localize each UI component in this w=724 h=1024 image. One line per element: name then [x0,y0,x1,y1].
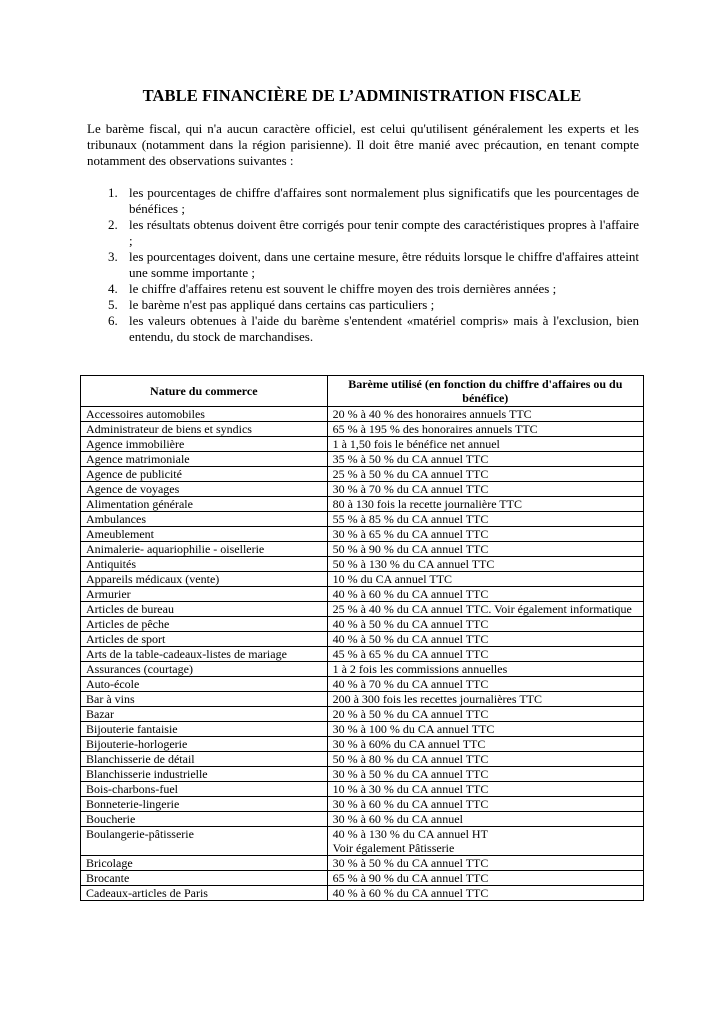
cell-bareme: 80 à 130 fois la recette journalière TTC [327,497,643,512]
cell-nature: Agence matrimoniale [81,452,328,467]
cell-nature: Articles de sport [81,632,328,647]
table-row [81,737,644,752]
list-item [87,281,639,297]
cell-bareme: 30 % à 60 % du CA annuel [327,812,643,827]
observations-list [87,185,639,345]
table-row [81,752,644,767]
cell-nature: Bijouterie fantaisie [81,722,328,737]
list-item-text: le chiffre d'affaires retenu est souvent le chiffre moyen des trois dernières années ; [129,281,557,296]
cell-bareme: 65 % à 90 % du CA annuel TTC [327,871,643,886]
table-row [81,722,644,737]
cell-bareme: 40 % à 130 % du CA annuel HT Voir également Pâtisserie [327,827,643,856]
cell-nature: Bonneterie-lingerie [81,797,328,812]
cell-nature: Brocante [81,871,328,886]
page-title: TABLE FINANCIÈRE DE L’ADMINISTRATION FISCALE [142,86,582,105]
cell-nature: Alimentation générale [81,497,328,512]
cell-bareme: 30 % à 70 % du CA annuel TTC [327,482,643,497]
cell-nature: Administrateur de biens et syndics [81,422,328,437]
table-row [81,856,644,871]
cell-bareme: 10 % à 30 % du CA annuel TTC [327,782,643,797]
cell-bareme: 40 % à 60 % du CA annuel TTC [327,886,643,901]
list-item-text: les valeurs obtenues à l'aide du barème s'entendent «matériel compris» mais à l'exclusion, bien entendu, du stock de marchandises. [129,313,639,344]
table-row [81,767,644,782]
cell-bareme: 40 % à 70 % du CA annuel TTC [327,677,643,692]
list-item-number: 4. [108,281,118,296]
table-row [81,617,644,632]
cell-bareme: 20 % à 50 % du CA annuel TTC [327,707,643,722]
cell-bareme: 30 % à 50 % du CA annuel TTC [327,767,643,782]
table-row [81,871,644,886]
table-row [81,557,644,572]
table-row [81,512,644,527]
cell-bareme: 20 % à 40 % des honoraires annuels TTC [327,407,643,422]
table-row [81,437,644,452]
cell-nature: Blanchisserie de détail [81,752,328,767]
table-row [81,527,644,542]
list-item-text: les pourcentages de chiffre d'affaires sont normalement plus significatifs que les pourcentages de bénéfices ; [129,185,639,216]
table-row [81,572,644,587]
cell-bareme: 30 % à 60% du CA annuel TTC [327,737,643,752]
table-row [81,886,644,901]
cell-nature: Agence de publicité [81,467,328,482]
table-body [81,407,644,901]
table-row [81,797,644,812]
table-row [81,407,644,422]
list-item [87,313,639,345]
cell-bareme: 30 % à 50 % du CA annuel TTC [327,856,643,871]
cell-nature: Agence de voyages [81,482,328,497]
cell-bareme: 45 % à 65 % du CA annuel TTC [327,647,643,662]
cell-bareme: 50 % à 80 % du CA annuel TTC [327,752,643,767]
cell-bareme: 1 à 2 fois les commissions annuelles [327,662,643,677]
cell-nature: Articles de pêche [81,617,328,632]
table-row [81,482,644,497]
list-item-number: 6. [108,313,118,328]
list-item-number: 1. [108,185,118,200]
header-bareme: Barème utilisé (en fonction du chiffre d'affaires ou du bénéfice) [327,376,643,407]
cell-bareme: 50 % à 130 % du CA annuel TTC [327,557,643,572]
table-row [81,677,644,692]
table-row [81,707,644,722]
cell-bareme: 25 % à 50 % du CA annuel TTC [327,467,643,482]
list-item-number: 5. [108,297,118,312]
cell-nature: Accessoires automobiles [81,407,328,422]
table-row [81,647,644,662]
table-row [81,602,644,617]
list-item [87,185,639,217]
table-row [81,782,644,797]
table-row [81,422,644,437]
cell-nature: Arts de la table-cadeaux-listes de mariage [81,647,328,662]
cell-bareme: 30 % à 65 % du CA annuel TTC [327,527,643,542]
list-item [87,297,639,313]
list-item [87,217,639,249]
cell-nature: Antiquités [81,557,328,572]
table-row [81,467,644,482]
cell-nature: Assurances (courtage) [81,662,328,677]
list-item-text: les résultats obtenus doivent être corrigés pour tenir compte des caractéristiques propres à l'affaire ; [129,217,639,248]
cell-bareme: 1 à 1,50 fois le bénéfice net annuel [327,437,643,452]
table-row [81,497,644,512]
cell-nature: Armurier [81,587,328,602]
cell-nature: Articles de bureau [81,602,328,617]
cell-bareme: 35 % à 50 % du CA annuel TTC [327,452,643,467]
cell-nature: Auto-école [81,677,328,692]
cell-nature: Bois-charbons-fuel [81,782,328,797]
cell-nature: Boulangerie-pâtisserie [81,827,328,856]
commerce-table [80,375,644,901]
list-item-text: le barème n'est pas appliqué dans certains cas particuliers ; [129,297,435,312]
cell-bareme: 200 à 300 fois les recettes journalières TTC [327,692,643,707]
cell-bareme: 65 % à 195 % des honoraires annuels TTC [327,422,643,437]
cell-nature: Bricolage [81,856,328,871]
cell-bareme: 55 % à 85 % du CA annuel TTC [327,512,643,527]
cell-nature: Blanchisserie industrielle [81,767,328,782]
cell-bareme: 40 % à 50 % du CA annuel TTC [327,617,643,632]
table-row [81,452,644,467]
list-item-number: 3. [108,249,118,264]
cell-nature: Bijouterie-horlogerie [81,737,328,752]
cell-nature: Ameublement [81,527,328,542]
cell-nature: Bazar [81,707,328,722]
cell-bareme: 30 % à 60 % du CA annuel TTC [327,797,643,812]
cell-nature: Bar à vins [81,692,328,707]
table-row [81,587,644,602]
table-header-row [81,376,644,407]
table-row [81,632,644,647]
table-row [81,692,644,707]
table-row [81,662,644,677]
cell-bareme: 30 % à 100 % du CA annuel TTC [327,722,643,737]
cell-nature: Appareils médicaux (vente) [81,572,328,587]
cell-nature: Animalerie- aquariophilie - oisellerie [81,542,328,557]
cell-nature: Ambulances [81,512,328,527]
table-row [81,812,644,827]
cell-bareme: 40 % à 60 % du CA annuel TTC [327,587,643,602]
intro-paragraph: Le barème fiscal, qui n'a aucun caractère officiel, est celui qu'utilisent généralement les experts et les tribunaux (notamment dans la région parisienne). Il doit être manié avec précaution, en tenant compte notamment des observations suivantes : [87,121,639,168]
header-nature: Nature du commerce [81,376,328,407]
list-item-number: 2. [108,217,118,232]
cell-bareme: 10 % du CA annuel TTC [327,572,643,587]
list-item [87,249,639,281]
table-row [81,542,644,557]
cell-bareme: 40 % à 50 % du CA annuel TTC [327,632,643,647]
table-row [81,827,644,856]
cell-nature: Cadeaux-articles de Paris [81,886,328,901]
cell-bareme: 25 % à 40 % du CA annuel TTC. Voir également informatique [327,602,643,617]
cell-bareme: 50 % à 90 % du CA annuel TTC [327,542,643,557]
cell-nature: Boucherie [81,812,328,827]
list-item-text: les pourcentages doivent, dans une certaine mesure, être réduits lorsque le chiffre d'affaires atteint une somme importante ; [129,249,639,280]
cell-nature: Agence immobilière [81,437,328,452]
